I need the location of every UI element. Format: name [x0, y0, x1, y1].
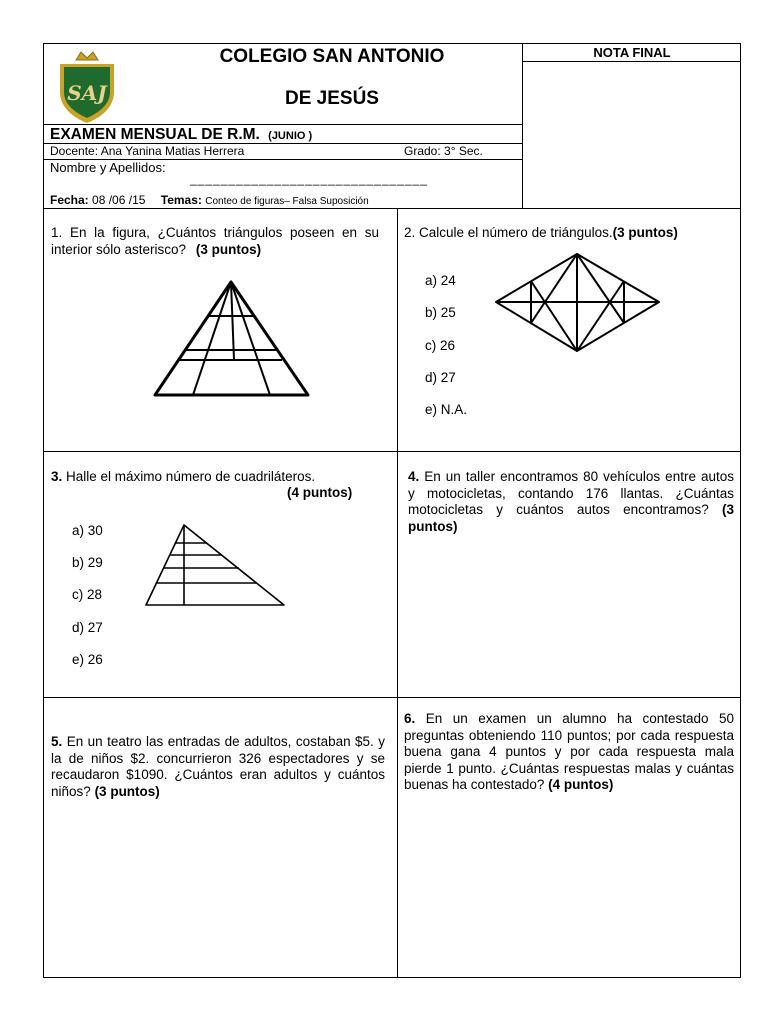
question-2-option-a: a) 24 [425, 273, 456, 288]
exam-title-text: EXAMEN MENSUAL DE R.M. [50, 126, 260, 143]
nombre-blank-line: _______________________________ [190, 172, 428, 186]
exam-month: (JUNIO ) [268, 130, 313, 142]
school-name-line2: DE JESÚS [285, 88, 379, 109]
question-6 [404, 711, 734, 794]
nombre-label: Nombre y Apellidos: [50, 160, 166, 175]
question-3-number: 3. [51, 469, 63, 484]
question-5-text: En un teatro las entradas de adultos, costaban $5. y la de niños $2. concurrieron 326 espectadores y se recaudaron $1090. ¿Cuántos eran adultos y cuántos niños? [51, 734, 385, 799]
question-6-text: En un examen un alumno ha contestado 50 preguntas obteniendo 110 puntos; por cada respuesta buena gana 4 puntos y por cada respuesta mala pierde 1 punto. ¿Cuántas respuestas malas y cuántas buenas ha contestado? [404, 711, 734, 792]
question-4-text: En un taller encontramos 80 vehículos entre autos y motocicletas, contando 176 llantas. ¿Cuántas motocicletas y cuántos autos encontramos? [408, 469, 734, 517]
temas-label: Temas: [160, 193, 202, 207]
grid-row2-rule [44, 697, 741, 698]
question-3-points: (4 puntos) [287, 485, 353, 500]
question-4 [408, 469, 734, 535]
svg-text:SAJ: SAJ [67, 81, 107, 105]
question-4-points: (3 puntos) [408, 502, 734, 534]
question-6-points: (4 puntos) [548, 777, 614, 792]
docente-label: Docente: Ana Yanina Matias Herrera [50, 144, 245, 158]
nota-divider [522, 44, 523, 209]
question-2-option-d: d) 27 [425, 370, 456, 385]
question-3-option-e: e) 26 [72, 652, 103, 667]
grado-label: Grado: 3° Sec. [404, 144, 483, 158]
school-crest-logo [54, 50, 120, 124]
fecha-temas-row [50, 193, 369, 207]
grid-row1-rule [44, 451, 741, 452]
question-2 [404, 225, 734, 242]
question-2-option-b: b) 25 [425, 305, 456, 320]
school-name-line1: COLEGIO SAN ANTONIO [219, 46, 445, 67]
nota-underline [522, 61, 741, 62]
question-2-points: (3 puntos) [612, 225, 678, 240]
exam-sheet [43, 43, 741, 978]
nota-final-label: NOTA FINAL [593, 45, 671, 60]
question-3 [51, 469, 371, 486]
question-3-option-d: d) 27 [72, 620, 103, 635]
question-2-rhombus-figure [493, 252, 663, 354]
question-4-number: 4. [408, 469, 420, 484]
question-3-option-b: b) 29 [72, 555, 103, 570]
question-3-option-c: c) 28 [72, 587, 103, 602]
question-2-text: 2. Calcule el número de triángulos. [404, 225, 613, 240]
question-5-points: (3 puntos) [94, 783, 160, 799]
question-1-triangle-figure [149, 276, 311, 399]
header-bottom-rule [44, 208, 741, 209]
question-1 [51, 225, 379, 258]
question-6-number: 6. [404, 711, 416, 726]
temas-value: Conteo de figuras– Falsa Suposición [205, 196, 369, 207]
fecha-label: Fecha: [50, 193, 89, 207]
question-1-points: (3 puntos) [195, 241, 262, 257]
question-2-option-c: c) 26 [425, 338, 456, 353]
question-2-option-e: e) N.A. [425, 402, 468, 417]
question-1-text: 1. En la figura, ¿Cuántos triángulos poseen en su interior sólo asterisco? [51, 225, 379, 257]
question-5 [51, 734, 385, 800]
question-3-triangle-figure [144, 522, 289, 608]
question-5-number: 5. [51, 734, 63, 749]
fecha-value: 08 /06 /15 [92, 193, 146, 207]
question-3-option-a: a) 30 [72, 523, 103, 538]
grid-center-divider [397, 208, 398, 978]
question-3-text: Halle el máximo número de cuadriláteros. [66, 469, 316, 484]
